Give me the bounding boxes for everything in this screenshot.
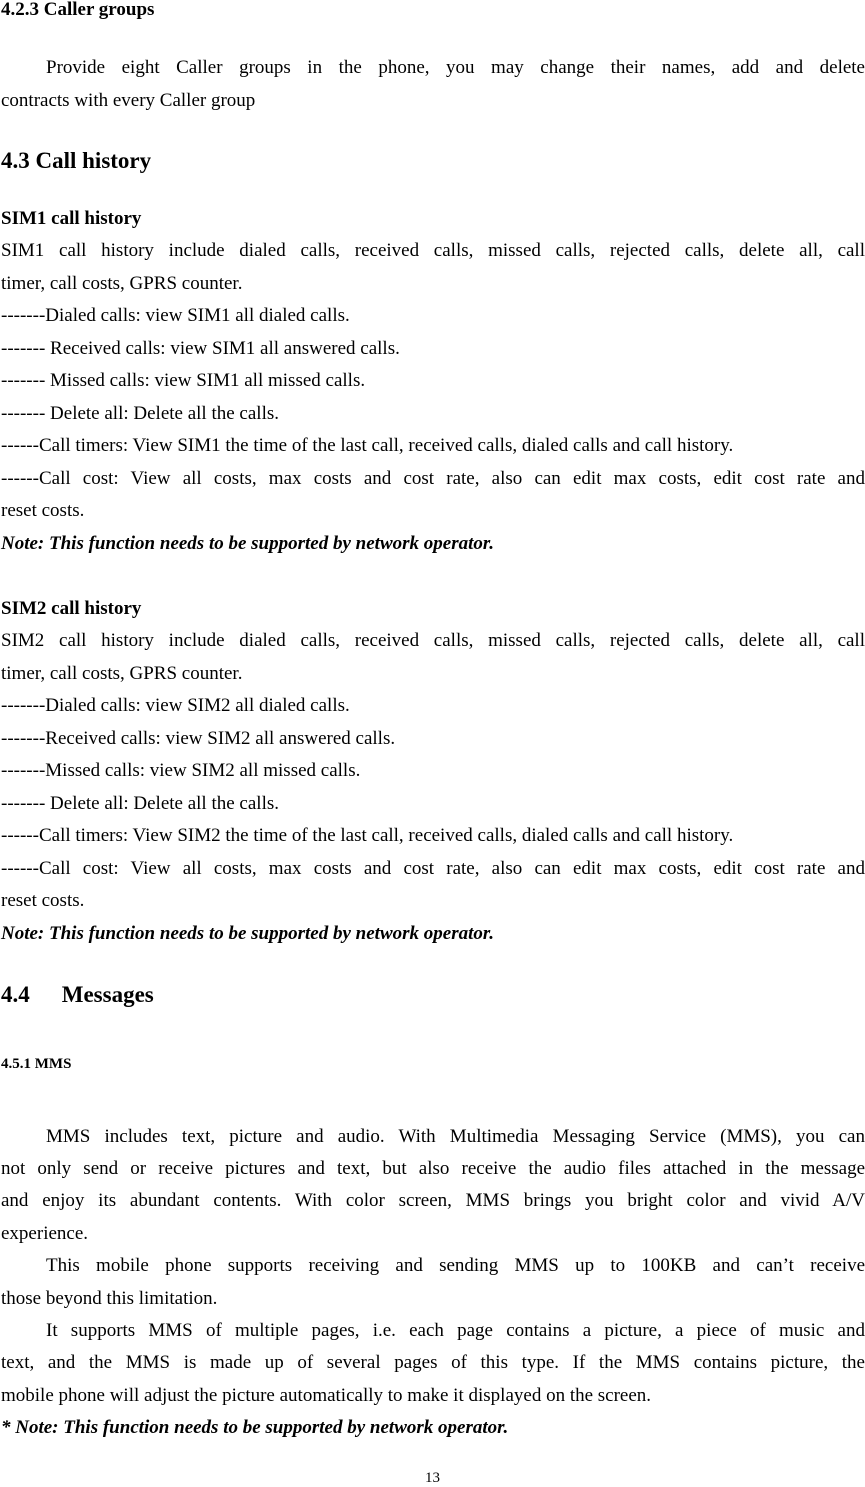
sim2-list-item: -------Missed calls: view SIM2 all missed calls. [1,760,361,781]
mms-paragraph-2-line: This mobile phone supports receiving and sending MMS up to 100KB and can’t receive [46,1255,865,1276]
section-heading-call-history: 4.3 Call history [1,148,152,173]
sim2-intro-line-1: SIM2 call history include dialed calls, received calls, missed calls, rejected calls, delete all, call [1,630,865,651]
section-heading-messages [1,981,865,1009]
sim1-call-cost-line-1: ------Call cost: View all costs, max costs and cost rate, also can edit max costs, edit cost rate and [1,468,865,489]
caller-groups-paragraph-line-1: Provide eight Caller groups in the phone, you may change their names, add and delete [46,57,865,78]
mms-paragraph-3-line: It supports MMS of multiple pages, i.e. each page contains a picture, a piece of music and [46,1320,865,1341]
sim1-subheading: SIM1 call history [1,208,142,229]
sim1-intro-line-2: timer, call costs, GPRS counter. [1,273,243,294]
mms-note: * Note: This function needs to be supported by network operator. [1,1417,509,1438]
sim1-list-item: ------- Received calls: view SIM1 all answered calls. [1,338,400,359]
sim2-call-cost-line-2: reset costs. [1,890,85,911]
mms-paragraph-2-line: those beyond this limitation. [1,1288,218,1309]
sim1-list-item: ------- Missed calls: view SIM1 all missed calls. [1,370,366,391]
mms-paragraph-1-line: and enjoy its abundant contents. With color screen, MMS brings you bright color and vivid A/V [1,1190,865,1211]
caller-groups-paragraph-line-2: contracts with every Caller group [1,90,256,111]
sim1-intro-line-1: SIM1 call history include dialed calls, received calls, missed calls, rejected calls, delete all, call [1,240,865,261]
sim1-list-item: ------- Delete all: Delete all the calls. [1,403,279,424]
sim2-call-cost-line-1: ------Call cost: View all costs, max costs and cost rate, also can edit max costs, edit cost rate and [1,858,865,879]
section-title: Messages [61,982,154,1007]
sim2-list-item: ------Call timers: View SIM2 the time of the last call, received calls, dialed calls and call history. [1,825,734,846]
mms-paragraph-1-line: not only send or receive pictures and text, but also receive the audio files attached in the message [1,1158,865,1179]
mms-paragraph-1-line: experience. [1,1223,89,1244]
sim1-call-cost-line-2: reset costs. [1,500,85,521]
subsection-heading-mms: 4.5.1 MMS [1,1056,72,1072]
sim1-list-item: ------Call timers: View SIM1 the time of the last call, received calls, dialed calls and call history. [1,435,734,456]
sim1-list-item: -------Dialed calls: view SIM1 all dialed calls. [1,305,350,326]
sim2-subheading: SIM2 call history [1,598,142,619]
mms-paragraph-1-line: MMS includes text, picture and audio. With Multimedia Messaging Service (MMS), you can [46,1126,865,1147]
mms-paragraph-3-line: text, and the MMS is made up of several pages of this type. If the MMS contains picture, the [1,1352,865,1373]
sim2-list-item: -------Received calls: view SIM2 all answered calls. [1,728,396,749]
sim2-list-item: ------- Delete all: Delete all the calls. [1,793,279,814]
mms-paragraph-3-line: mobile phone will adjust the picture automatically to make it displayed on the screen. [1,1385,652,1406]
sim2-list-item: -------Dialed calls: view SIM2 all dialed calls. [1,695,350,716]
section-heading-caller-groups: 4.2.3 Caller groups [1,0,155,20]
sim1-note: Note: This function needs to be supported by network operator. [1,533,494,554]
page-number: 13 [425,1470,440,1486]
sim2-note: Note: This function needs to be supported by network operator. [1,923,494,944]
section-number: 4.4 [1,982,30,1007]
sim2-intro-line-2: timer, call costs, GPRS counter. [1,663,243,684]
